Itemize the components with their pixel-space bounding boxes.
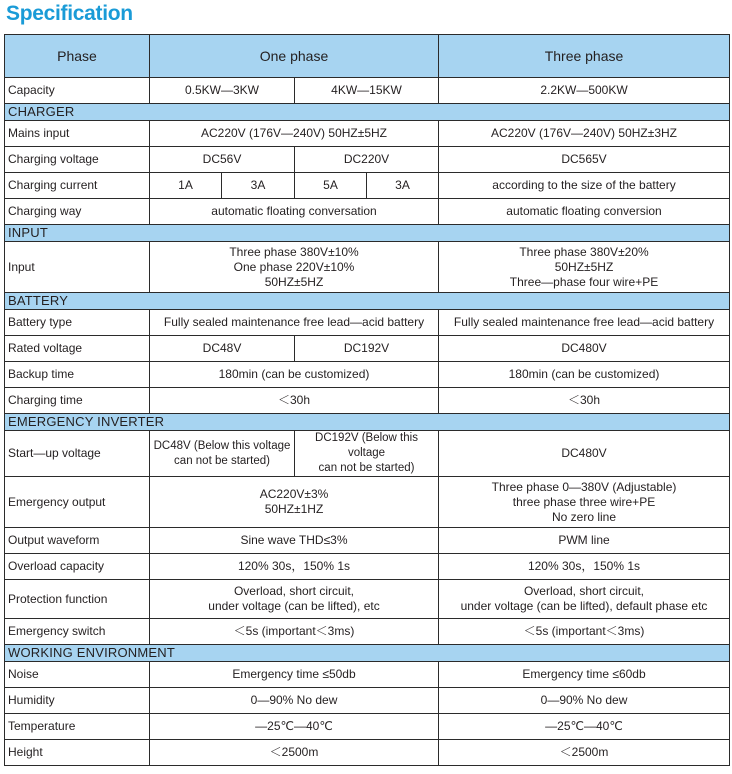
row-label: Start—up voltage <box>5 431 150 477</box>
row-label: Charging current <box>5 173 150 199</box>
row-label: Protection function <box>5 580 150 619</box>
section-header <box>5 645 730 662</box>
row-label: Noise <box>5 662 150 688</box>
header-row <box>5 35 730 78</box>
table-row <box>5 388 730 414</box>
section-title: INPUT <box>5 225 730 242</box>
table-row <box>5 431 730 477</box>
row-label: Backup time <box>5 362 150 388</box>
cell-value: ＜2500m <box>150 740 439 766</box>
row-label: Input <box>5 242 150 293</box>
row-label: Output waveform <box>5 528 150 554</box>
cell-value: Emergency time ≤50db <box>150 662 439 688</box>
table-row <box>5 78 730 104</box>
table-row <box>5 740 730 766</box>
row-label: Charging time <box>5 388 150 414</box>
section-header <box>5 414 730 431</box>
cell-value: 180min (can be customized) <box>150 362 439 388</box>
table-row <box>5 688 730 714</box>
section-title: WORKING ENVIRONMENT <box>5 645 730 662</box>
cell-value: Fully sealed maintenance free lead—acid battery <box>150 310 439 336</box>
table-row <box>5 147 730 173</box>
cell-value: DC192V <box>295 336 439 362</box>
cell-value: DC565V <box>439 147 730 173</box>
table-row <box>5 173 730 199</box>
table-row <box>5 199 730 225</box>
cell-value: 120% 30s，150% 1s <box>439 554 730 580</box>
table-row <box>5 662 730 688</box>
row-label: Emergency switch <box>5 619 150 645</box>
table-row <box>5 336 730 362</box>
cell-value: 5A <box>295 173 367 199</box>
cell-value: ＜5s (important＜3ms) <box>150 619 439 645</box>
cell-value: —25℃—40℃ <box>150 714 439 740</box>
cell-value: PWM line <box>439 528 730 554</box>
cell-value: AC220V (176V—240V) 50HZ±3HZ <box>439 121 730 147</box>
cell-value: DC480V <box>439 431 730 477</box>
cell-value: Overload, short circuit, under voltage (can be lifted), default phase etc <box>439 580 730 619</box>
cell-value: automatic floating conversation <box>150 199 439 225</box>
table-row <box>5 619 730 645</box>
cell-value: according to the size of the battery <box>439 173 730 199</box>
cell-value: 2.2KW—500KW <box>439 78 730 104</box>
table-row <box>5 242 730 293</box>
section-title: CHARGER <box>5 104 730 121</box>
cell-value: AC220V (176V—240V) 50HZ±5HZ <box>150 121 439 147</box>
cell-value: Fully sealed maintenance free lead—acid battery <box>439 310 730 336</box>
section-title: EMERGENCY INVERTER <box>5 414 730 431</box>
table-row <box>5 362 730 388</box>
row-label: Charging way <box>5 199 150 225</box>
table-row <box>5 477 730 528</box>
cell-value: Three phase 0—380V (Adjustable) three phase three wire+PE No zero line <box>439 477 730 528</box>
cell-value: 120% 30s，150% 1s <box>150 554 439 580</box>
specification-table <box>4 34 730 766</box>
cell-value: DC48V (Below this voltage can not be started) <box>150 431 295 477</box>
table-row <box>5 121 730 147</box>
header-one-phase: One phase <box>150 35 439 78</box>
section-title: BATTERY <box>5 293 730 310</box>
header-phase: Phase <box>5 35 150 78</box>
table-row <box>5 528 730 554</box>
row-label: Charging voltage <box>5 147 150 173</box>
cell-value: ＜5s (important＜3ms) <box>439 619 730 645</box>
table-row <box>5 580 730 619</box>
cell-value: Sine wave THD≤3% <box>150 528 439 554</box>
cell-value: Three phase 380V±10% One phase 220V±10% 50HZ±5HZ <box>150 242 439 293</box>
cell-value: 0—90% No dew <box>439 688 730 714</box>
cell-value: DC220V <box>295 147 439 173</box>
cell-value: DC48V <box>150 336 295 362</box>
cell-value: AC220V±3% 50HZ±1HZ <box>150 477 439 528</box>
cell-value: 180min (can be customized) <box>439 362 730 388</box>
row-label: Rated voltage <box>5 336 150 362</box>
cell-value: 0—90% No dew <box>150 688 439 714</box>
cell-value: DC56V <box>150 147 295 173</box>
cell-value: 3A <box>367 173 439 199</box>
cell-value: 3A <box>222 173 295 199</box>
table-row <box>5 310 730 336</box>
section-header <box>5 104 730 121</box>
row-label: Capacity <box>5 78 150 104</box>
row-label: Overload capacity <box>5 554 150 580</box>
cell-value: Emergency time ≤60db <box>439 662 730 688</box>
cell-value: ＜2500m <box>439 740 730 766</box>
row-label: Humidity <box>5 688 150 714</box>
table-row <box>5 714 730 740</box>
cell-value: ＜30h <box>150 388 439 414</box>
section-header <box>5 225 730 242</box>
row-label: Temperature <box>5 714 150 740</box>
cell-value: 1A <box>150 173 222 199</box>
cell-value: DC192V (Below this voltage can not be started) <box>295 431 439 477</box>
cell-value: automatic floating conversion <box>439 199 730 225</box>
row-label: Height <box>5 740 150 766</box>
table-row <box>5 554 730 580</box>
cell-value: 4KW—15KW <box>295 78 439 104</box>
cell-value: 0.5KW—3KW <box>150 78 295 104</box>
row-label: Emergency output <box>5 477 150 528</box>
header-three-phase: Three phase <box>439 35 730 78</box>
cell-value: Three phase 380V±20% 50HZ±5HZ Three—phase four wire+PE <box>439 242 730 293</box>
page-title: Specification <box>6 2 133 25</box>
cell-value: ＜30h <box>439 388 730 414</box>
row-label: Battery type <box>5 310 150 336</box>
cell-value: —25℃—40℃ <box>439 714 730 740</box>
section-header <box>5 293 730 310</box>
cell-value: DC480V <box>439 336 730 362</box>
cell-value: Overload, short circuit, under voltage (can be lifted), etc <box>150 580 439 619</box>
row-label: Mains input <box>5 121 150 147</box>
